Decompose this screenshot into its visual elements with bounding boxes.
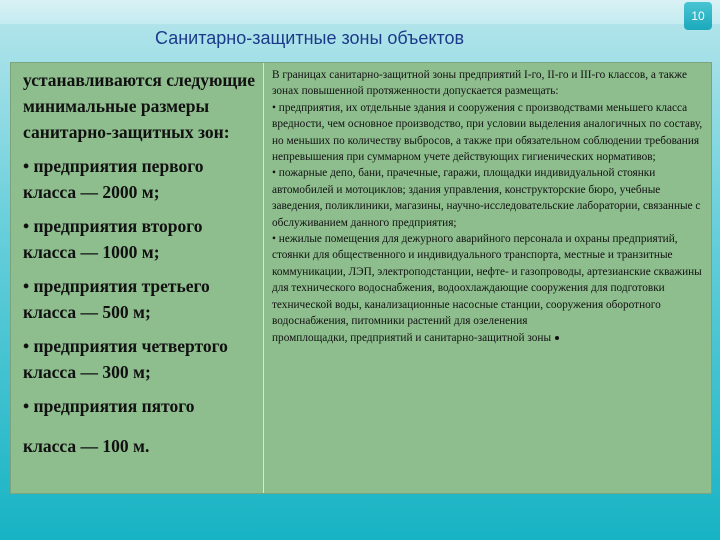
content-table xyxy=(10,62,712,494)
left-item: • предприятия третьего класса — 500 м; xyxy=(23,276,210,322)
top-bar xyxy=(0,0,720,24)
left-item: • предприятия пятого xyxy=(23,396,195,416)
left-intro: устанавливаются следующие минимальные размеры санитарно-защитных зон: xyxy=(23,70,255,142)
right-item: • предприятия, их отдельные здания и сооружения с производствами меньшего класса вредности, чем основное производство, при условии выделения аналогичных по составу, но меньших по количеству выбросов, а также при обязательном соблюдении требования непревышения при суммарном учете действующих гигиенических нормативов; xyxy=(272,101,703,164)
right-footer xyxy=(272,330,703,346)
right-item: • пожарные депо, бани, прачечные, гаражи, площадки индивидуальной стоянки автомобилей и мотоциклов; здания управления, конструкторские бюро, учебные заведения, поликлиники, магазины, научно-исследовательские лаборатории, связанные с обслуживанием данного предприятия; xyxy=(272,167,701,229)
right-cell xyxy=(264,63,711,493)
left-cell xyxy=(11,63,264,493)
slide-title: Санитарно-защитные зоны объектов xyxy=(155,28,465,48)
left-item: • предприятия четвертого класса — 300 м; xyxy=(23,336,228,382)
left-item: • предприятия первого класса — 2000 м; xyxy=(23,156,204,202)
left-item: класса — 100 м. xyxy=(23,436,150,456)
left-item: • предприятия второго класса — 1000 м; xyxy=(23,216,203,262)
slide-number: 10 xyxy=(684,2,712,30)
right-intro: В границах санитарно-защитной зоны предприятий I-го, II-го и III-го классов, а также зонах повышенной протяженности допускается размещать: xyxy=(272,69,687,98)
right-item: • нежилые помещения для дежурного аварийного персонала и охраны предприятий, стоянки для общественного и индивидуального транспорта, местные и транзитные коммуникации, ЛЭП, электроподстанции, нефте- и газопроводы, артезианские скважины для технического водоснабжения, водоохлаждающие сооружения для подготовки технической воды, канализационные насосные станции, сооружения оборотного водоснабжения, питомники растений для озеленения xyxy=(272,233,702,328)
right-footer-text: промплощадки, предприятий и санитарно-защитной зоны xyxy=(272,331,552,344)
bullet-dot-icon xyxy=(555,336,559,340)
